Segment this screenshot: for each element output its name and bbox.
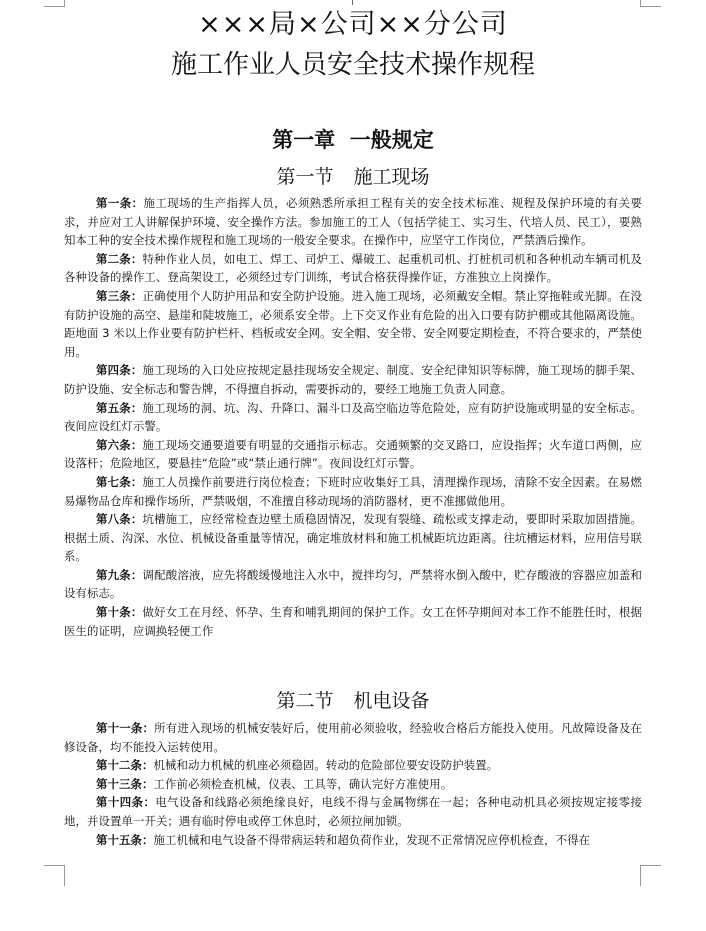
- article-paragraph: [64, 436, 642, 473]
- section-body-2: [64, 719, 642, 849]
- section-number: 第二节: [276, 690, 334, 712]
- section-heading-2: [0, 688, 706, 714]
- article-paragraph: [64, 831, 642, 850]
- article-text: 施工现场的洞、坑、沟、升降口、漏斗口及高空临边等危险处，应有防护设施或明显的安全标志。夜间应设红灯示警。: [64, 400, 642, 434]
- article-text: 施工现场的入口处应按规定悬挂现场安全规定、制度、安全纪律知识等标牌，施工现场的脚手架、防护设施、安全标志和警告牌，不得擅自拆动，需要拆动的，要经工地施工负责人同意。: [64, 363, 642, 396]
- article-paragraph: [64, 473, 642, 510]
- section-number: 第一节: [276, 166, 334, 188]
- chapter-heading: 第一章 一般规定: [272, 128, 434, 152]
- article-text: 所有进入现场的机械安装好后，使用前必须验收，经验收合格后方能投入使用。凡故障设备及在修设备，均不能投入运转使用。: [64, 721, 642, 754]
- article-label: 第三条：: [96, 288, 143, 303]
- article-paragraph: [64, 566, 642, 603]
- article-label: 第七条：: [96, 474, 143, 489]
- article-text: 做好女工在月经、怀孕、生育和哺乳期间的保护工作。女工在怀孕期间对本工作不能胜任时，根据医生的证明，应调换轻便工作: [64, 605, 642, 638]
- article-paragraph: [64, 287, 642, 361]
- article-label: 第四条：: [96, 363, 143, 378]
- article-text: 施工现场交通要道要有明显的交通指示标志。交通频繁的交叉路口，应设指挥；火车道口两侧，应设落杆；危险地区，要悬挂“危险”或“禁止通行牌”。夜间设红灯示警。: [64, 437, 642, 471]
- article-text: 电气设备和线路必须绝缘良好，电线不得与金属物绑在一起；各种电动机具必须按规定接零接地，并设置单一开关；遇有临时停电或停工休息时，必须拉闸加锁。: [64, 795, 642, 828]
- article-text: 调配酸溶液，应先将酸缓慢地注入水中，搅拌均匀，严禁将水倒入酸中，贮存酸液的容器应加盖和设有标志。: [64, 567, 642, 601]
- article-paragraph: [64, 250, 642, 287]
- article-text: 施工机械和电气设备不得带病运转和超负荷作业，发现不正常情况应停机检查，不得在: [153, 832, 591, 847]
- article-label: 第六条：: [96, 437, 143, 452]
- article-paragraph: [64, 399, 642, 436]
- article-label: 第八条：: [96, 512, 143, 527]
- article-paragraph: [64, 756, 642, 775]
- margin-corner-top-right: [640, 0, 661, 7]
- article-text: 正确使用个人防护用品和安全防护设施。进入施工现场，必须戴安全帽。禁止穿拖鞋或光脚。在没有防护设施的高空、悬崖和陡坡施工，必须系安全带。上下交叉作业有危险的出入口要有防护棚或其他隔离设施。距地面 3 米以上作业要有防护栏杆、档板或安全网。安全帽、安全带、安全网要定期检查，不符合要求的，严禁使用。: [64, 288, 642, 359]
- article-paragraph: [64, 793, 642, 830]
- article-text: 施工现场的生产指挥人员，必须熟悉所承担工程有关的安全技术标准、规程及保护环境的有关要求，并应对工人讲解保护环境、安全操作方法。参加施工的工人（包括学徒工、实习生、代培人员、民工），要熟知本工种的安全技术操作规程和施工现场的一般安全要求。在操作中，应坚守工作岗位，严禁酒后操作。: [64, 196, 642, 248]
- article-label: 第二条：: [96, 251, 143, 266]
- ruler-tick: [352, 0, 353, 5]
- article-paragraph: [64, 603, 642, 640]
- article-paragraph: [64, 775, 642, 794]
- section-body-1: [64, 194, 642, 640]
- section-heading-1: [0, 164, 706, 190]
- article-label: 第十五条：: [96, 832, 154, 847]
- margin-corner-bottom-right: [640, 865, 661, 886]
- margin-corner-top-left: [44, 0, 65, 7]
- article-text: 特种作业人员，如电工、焊工、司炉工、爆破工、起重机司机、打桩机司机和各种机动车辆司机及各种设备的操作工、登高架设工，必须经过专门训练，考试合格获得操作证，方准独立上岗操作。: [64, 251, 642, 285]
- article-text: 机械和动力机械的机座必须稳固。转动的危险部位要安设防护装置。: [153, 758, 499, 773]
- document-title-line1: ×××局×公司××分公司: [198, 9, 508, 40]
- article-text: 坑槽施工，应经常检查边壁土质稳固情况，发现有裂缝、疏松或支撑走动，要即时采取加固措施。根据土质、沟深、水位、机械设备重量等情况，确定堆放材料和施工机械距坑边距离。往坑槽运材料，应用信号联系。: [64, 512, 642, 564]
- section-name: 机电设备: [353, 690, 430, 712]
- section-name: 施工现场: [353, 166, 430, 188]
- article-paragraph: [64, 510, 642, 566]
- article-label: 第十三条：: [96, 776, 154, 791]
- article-label: 第九条：: [96, 567, 143, 582]
- article-paragraph: [64, 194, 642, 250]
- article-paragraph: [64, 361, 642, 398]
- article-label: 第十四条：: [96, 795, 156, 810]
- article-label: 第五条：: [96, 400, 143, 415]
- article-text: 施工人员操作前要进行岗位检查；下班时应收集好工具，清理操作现场，清除不安全因素。在易燃易爆物品仓库和操作场所，严禁吸烟，不准擅自移动现场的消防器材，更不准挪做他用。: [64, 474, 642, 508]
- document-title-line2: 施工作业人员安全技术操作规程: [170, 50, 535, 80]
- article-text: 工作前必须检查机械，仪表、工具等，确认完好方准使用。: [153, 776, 453, 791]
- margin-corner-bottom-left: [44, 865, 65, 886]
- article-label: 第十条：: [96, 605, 143, 620]
- article-label: 第十二条：: [96, 758, 154, 773]
- article-label: 第一条：: [96, 196, 144, 210]
- article-paragraph: [64, 719, 642, 756]
- article-label: 第十一条：: [96, 721, 155, 735]
